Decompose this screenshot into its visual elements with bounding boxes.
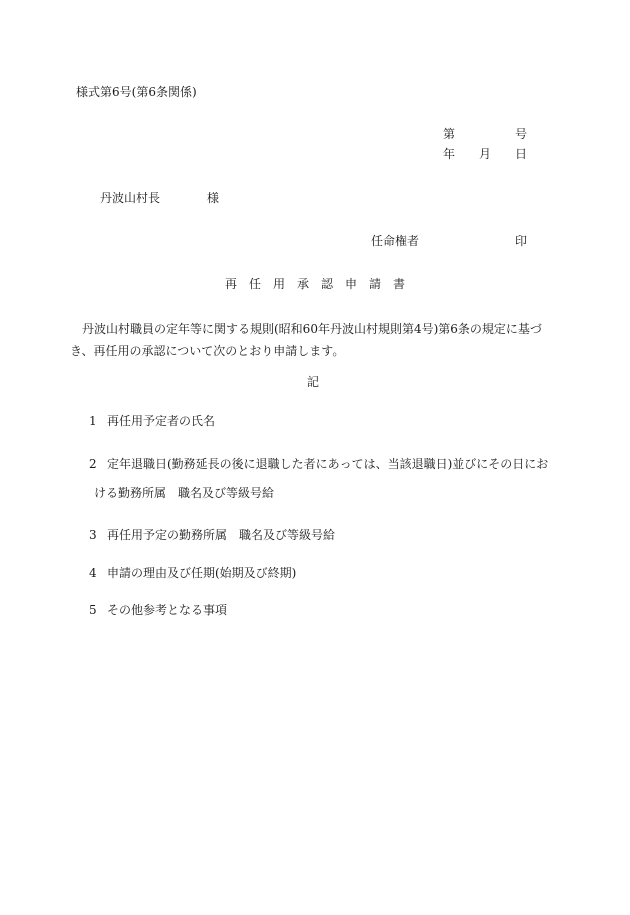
- title-char: 書: [393, 277, 406, 291]
- addressee-honorific: 様: [207, 191, 220, 205]
- title-char: 承: [297, 277, 310, 291]
- addressee-name: 丹波山村長: [100, 191, 161, 205]
- title-char: 任: [249, 277, 262, 291]
- list-item-text: 定年退職日(勤務延長の後に退職した者にあっては、当該退職日)並びにその日にお: [107, 457, 549, 471]
- document-number-suffix: 号: [515, 127, 528, 141]
- date-month-label: 月: [479, 147, 492, 161]
- title-char: 用: [273, 277, 286, 291]
- list-item-number: 5: [89, 603, 97, 617]
- title-char: 申: [345, 277, 358, 291]
- list-item-number: 1: [89, 414, 97, 428]
- title-char: 請: [369, 277, 382, 291]
- seal-mark: 印: [515, 234, 528, 248]
- list-item-text: その他参考となる事項: [107, 603, 228, 617]
- date-year-label: 年: [443, 147, 456, 161]
- list-item-number: 3: [89, 528, 97, 542]
- title-char: 再: [225, 277, 238, 291]
- list-item-text: 再任用予定の勤務所属 職名及び等級号給: [107, 528, 336, 542]
- document-number-prefix: 第: [443, 127, 456, 141]
- date-day-label: 日: [515, 147, 528, 161]
- body-paragraph: 丹波山村職員の定年等に関する規則(昭和60年丹波山村規則第4号)第6条の規定に基づき、再任用の承認について次のとおり申請します。: [70, 322, 542, 358]
- list-item-number: 4: [89, 566, 97, 580]
- appointer-label: 任命権者: [371, 234, 420, 248]
- list-item-continuation: ける勤務所属 職名及び等級号給: [94, 486, 275, 500]
- title-char: 認: [321, 277, 334, 291]
- list-item-text: 申請の理由及び任期(始期及び終期): [107, 566, 297, 580]
- list-item-text: 再任用予定者の氏名: [107, 414, 216, 428]
- list-item-number: 2: [89, 457, 97, 471]
- form-number-label: 様式第6号(第6条関係): [76, 85, 197, 99]
- ki-marker: 記: [307, 375, 320, 389]
